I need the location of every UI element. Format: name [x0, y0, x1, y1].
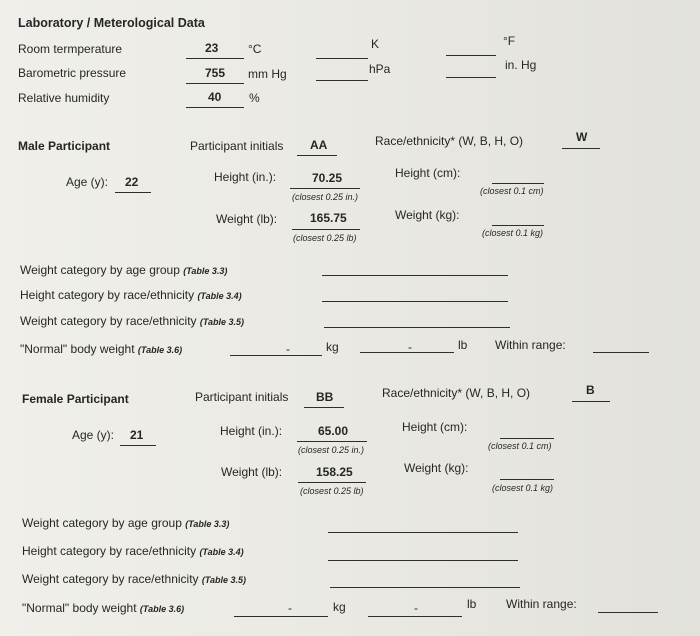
- female-cat-age-blank[interactable]: [328, 532, 518, 533]
- female-cat-height-blank[interactable]: [328, 560, 518, 561]
- female-height-in-underline: [297, 441, 367, 442]
- pressure-unit-mmhg: mm Hg: [248, 67, 287, 81]
- male-initials-value: AA: [310, 138, 328, 152]
- female-race-value: B: [586, 383, 595, 397]
- lab-section-title: Laboratory / Meterological Data: [18, 16, 205, 30]
- room-temp-value: 23: [205, 41, 219, 55]
- male-age-value: 22: [125, 175, 139, 189]
- female-normal-kg-blank[interactable]: [234, 616, 328, 617]
- male-cat-height-label: Height category by race/ethnicity (Table 3.4): [20, 288, 242, 302]
- male-race-value: W: [576, 130, 588, 144]
- pressure-inhg-blank[interactable]: [446, 77, 496, 78]
- female-normal-kg-unit: kg: [333, 600, 346, 614]
- pressure-unit-inhg: in. Hg: [505, 58, 537, 72]
- female-normal-lb-unit: lb: [467, 597, 477, 611]
- female-age-label: Age (y):: [72, 428, 115, 442]
- female-height-in-value: 65.00: [318, 424, 349, 438]
- female-initials-value: BB: [316, 390, 334, 404]
- male-within-range-label: Within range:: [495, 338, 566, 352]
- male-normal-lb-unit: lb: [458, 338, 468, 352]
- humidity-unit: %: [249, 91, 260, 105]
- room-temp-label: Room termperature: [18, 42, 123, 56]
- humidity-label: Relative humidity: [18, 91, 110, 105]
- male-age-label: Age (y):: [66, 175, 109, 189]
- female-normal-lb-dash: -: [414, 601, 418, 615]
- humidity-underline: [186, 107, 244, 108]
- female-initials-label: Participant initials: [195, 390, 289, 404]
- male-cat-height-blank[interactable]: [322, 301, 508, 302]
- male-weight-lb-underline: [292, 229, 360, 230]
- male-race-label: Race/ethnicity* (W, B, H, O): [375, 134, 524, 148]
- humidity-value: 40: [208, 90, 222, 104]
- male-within-range-blank[interactable]: [593, 352, 649, 353]
- male-initials-label: Participant initials: [190, 139, 284, 153]
- female-heading: Female Participant: [22, 392, 129, 406]
- female-cat-weight-label: Weight category by race/ethnicity (Table 3.5): [22, 572, 247, 586]
- male-normal-kg-blank[interactable]: [230, 355, 322, 356]
- female-height-cm-note: (closest 0.1 cm): [488, 441, 552, 451]
- female-race-underline: [572, 401, 610, 402]
- male-weight-lb-label: Weight (lb):: [216, 212, 278, 226]
- room-temp-f-blank[interactable]: [446, 55, 496, 56]
- room-temp-unit-c: °C: [248, 42, 262, 56]
- female-within-range-blank[interactable]: [598, 612, 658, 613]
- male-cat-weight-label: Weight category by race/ethnicity (Table 3.5): [20, 314, 245, 328]
- male-weight-kg-label: Weight (kg):: [395, 208, 460, 222]
- female-age-value: 21: [130, 428, 144, 442]
- male-cat-age-blank[interactable]: [322, 275, 508, 276]
- male-height-in-underline: [290, 188, 360, 189]
- male-normal-lb-dash: -: [408, 340, 412, 354]
- female-height-in-note: (closest 0.25 in.): [298, 445, 365, 455]
- room-temp-k-blank[interactable]: [316, 58, 368, 59]
- female-cat-height-label: Height category by race/ethnicity (Table 3.4): [22, 544, 244, 558]
- female-race-label: Race/ethnicity* (W, B, H, O): [382, 386, 531, 400]
- male-normal-lb-blank[interactable]: [360, 352, 454, 353]
- female-weight-lb-label: Weight (lb):: [221, 465, 283, 479]
- male-weight-lb-value: 165.75: [310, 211, 347, 225]
- male-normal-kg-unit: kg: [326, 340, 339, 354]
- pressure-hpa-blank[interactable]: [316, 80, 368, 81]
- male-race-underline: [562, 148, 600, 149]
- female-weight-kg-label: Weight (kg):: [404, 461, 469, 475]
- male-height-in-note: (closest 0.25 in.): [292, 192, 359, 202]
- male-cat-weight-blank[interactable]: [324, 327, 510, 328]
- pressure-value: 755: [205, 66, 226, 80]
- pressure-unit-hpa: hPa: [369, 62, 391, 76]
- female-normal-label: "Normal" body weight (Table 3.6): [22, 601, 185, 615]
- female-initials-underline: [304, 407, 344, 408]
- female-cat-age-label: Weight category by age group (Table 3.3): [22, 516, 230, 530]
- pressure-label: Barometric pressure: [18, 66, 127, 80]
- female-weight-lb-note: (closest 0.25 lb): [300, 486, 364, 496]
- male-weight-lb-note: (closest 0.25 lb): [293, 233, 357, 243]
- male-initials-underline: [297, 155, 337, 156]
- male-normal-kg-dash: -: [286, 342, 290, 356]
- female-height-cm-label: Height (cm):: [402, 420, 468, 434]
- female-age-underline: [120, 445, 156, 446]
- female-height-in-label: Height (in.):: [220, 424, 283, 438]
- male-weight-kg-blank[interactable]: [492, 225, 544, 226]
- female-cat-weight-blank[interactable]: [330, 587, 520, 588]
- female-within-range-label: Within range:: [506, 597, 577, 611]
- female-weight-lb-underline: [298, 482, 366, 483]
- female-weight-kg-blank[interactable]: [500, 479, 554, 480]
- male-height-in-value: 70.25: [312, 171, 343, 185]
- male-age-underline: [115, 192, 151, 193]
- female-height-cm-blank[interactable]: [500, 438, 554, 439]
- room-temp-underline: [186, 58, 244, 59]
- male-heading: Male Participant: [18, 139, 111, 153]
- male-height-in-label: Height (in.):: [214, 170, 277, 184]
- male-cat-age-label: Weight category by age group (Table 3.3): [20, 263, 228, 277]
- female-normal-kg-dash: -: [288, 601, 292, 615]
- pressure-underline: [186, 83, 244, 84]
- room-temp-unit-f: °F: [503, 34, 516, 48]
- male-weight-kg-note: (closest 0.1 kg): [482, 228, 544, 238]
- male-normal-label: "Normal" body weight (Table 3.6): [20, 342, 183, 356]
- male-height-cm-note: (closest 0.1 cm): [480, 186, 544, 196]
- female-weight-lb-value: 158.25: [316, 465, 353, 479]
- room-temp-unit-k: K: [371, 37, 380, 51]
- male-height-cm-label: Height (cm):: [395, 166, 461, 180]
- female-weight-kg-note: (closest 0.1 kg): [492, 483, 554, 493]
- male-height-cm-blank[interactable]: [492, 183, 544, 184]
- female-normal-lb-blank[interactable]: [368, 616, 462, 617]
